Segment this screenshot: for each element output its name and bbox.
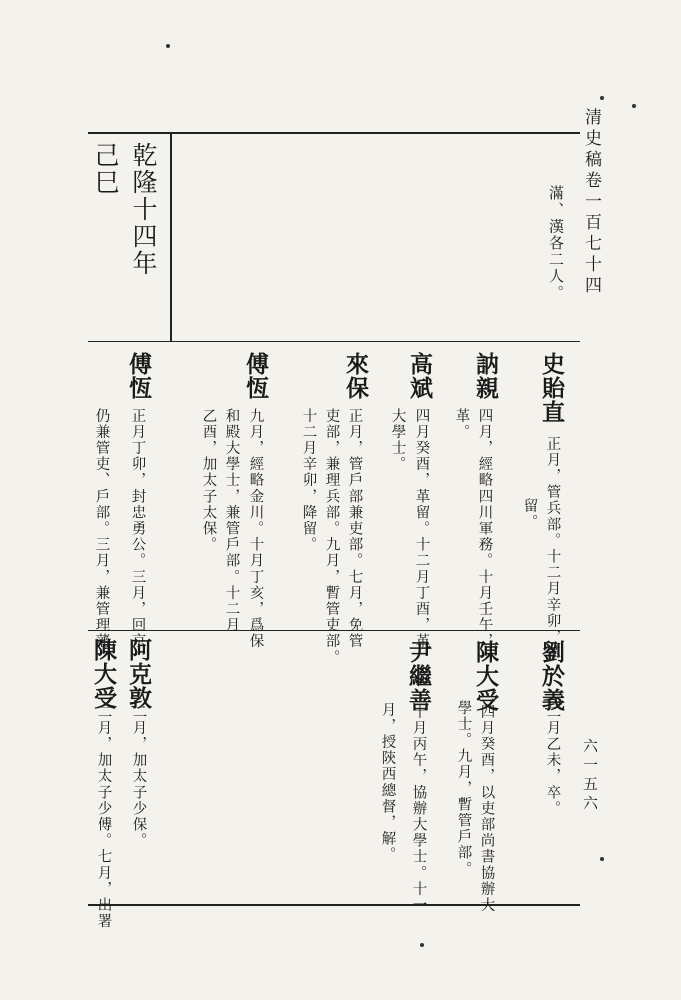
official-name: 陳大受 — [90, 638, 117, 710]
entry-text: 革。 — [453, 408, 470, 441]
official-name: 陳大受 — [472, 640, 499, 712]
entry-text: 留。 — [521, 498, 538, 531]
official-name: 阿克敦 — [125, 638, 152, 710]
official-name: 訥親 — [472, 352, 499, 400]
scan-speck — [600, 96, 604, 100]
entry-text: 九月，經略金川。十月丁亥，爲保 — [247, 408, 264, 650]
scan-speck — [420, 943, 424, 947]
entry-text: 二月乙未，卒。 — [544, 704, 561, 817]
entry-text: 學士。九月，暫管戶部。 — [455, 700, 472, 878]
year-era: 乾隆十四年 — [129, 142, 158, 277]
entry-text: 四月癸酉，革留。十二月丁酉，革 — [413, 408, 430, 650]
official-name: 劉於義 — [538, 640, 565, 712]
entry-text: 四月，經略四川軍務。十月壬午， — [476, 408, 493, 650]
page-header: 清史稿卷一百七十四 — [581, 108, 601, 297]
scan-speck — [166, 44, 170, 48]
official-name: 傅恆 — [242, 352, 269, 400]
official-name: 尹繼善 — [405, 640, 432, 712]
official-name: 來保 — [342, 352, 369, 400]
row-divider-1 — [88, 341, 580, 342]
entry-text: 十二月辛卯，降留。 — [300, 408, 317, 553]
table-bottom-rule — [88, 904, 580, 906]
entry-text: 四月癸酉，以吏部尚書協辦大 — [478, 704, 495, 914]
entry-text: 正月，管戶部兼吏部。七月，免管 — [346, 408, 363, 650]
scan-speck — [632, 104, 636, 108]
entry-text: 二月，加太子少傅。七月，出署 — [95, 704, 112, 930]
entry-text: 正月，管兵部。十二月辛卯，革 — [544, 436, 561, 662]
official-name: 史貽直 — [538, 352, 565, 424]
scan-speck — [600, 857, 604, 861]
entry-text: 月，授陝西總督，解。 — [379, 702, 396, 863]
entry-text: 正月丁卯，封忠勇公。三月，回京， — [129, 408, 146, 666]
intro-note: 滿、漢各二人。 — [547, 185, 565, 302]
official-name: 傅恆 — [125, 352, 152, 400]
entry-text: 十月丙午，協辦大學士。十一 — [410, 704, 427, 914]
entry-text: 乙酉，加太子太保。 — [200, 408, 217, 553]
year-ganzhi: 己巳 — [91, 142, 120, 196]
page-number: 六一五六 — [581, 738, 599, 814]
entry-text: 大學士。 — [389, 408, 406, 473]
entry-text: 和殿大學士，兼管戶部。十二月 — [223, 408, 240, 634]
entry-text: 二月，加太子少保。 — [130, 704, 147, 849]
official-name: 高斌 — [406, 352, 433, 400]
entry-text: 仍兼管吏、戶部。三月，兼管理藩 — [93, 408, 110, 650]
entry-text: 吏部，兼理兵部。九月，暫管吏部。 — [323, 408, 340, 666]
year-column-rule — [170, 133, 172, 341]
table-top-rule — [88, 132, 580, 134]
